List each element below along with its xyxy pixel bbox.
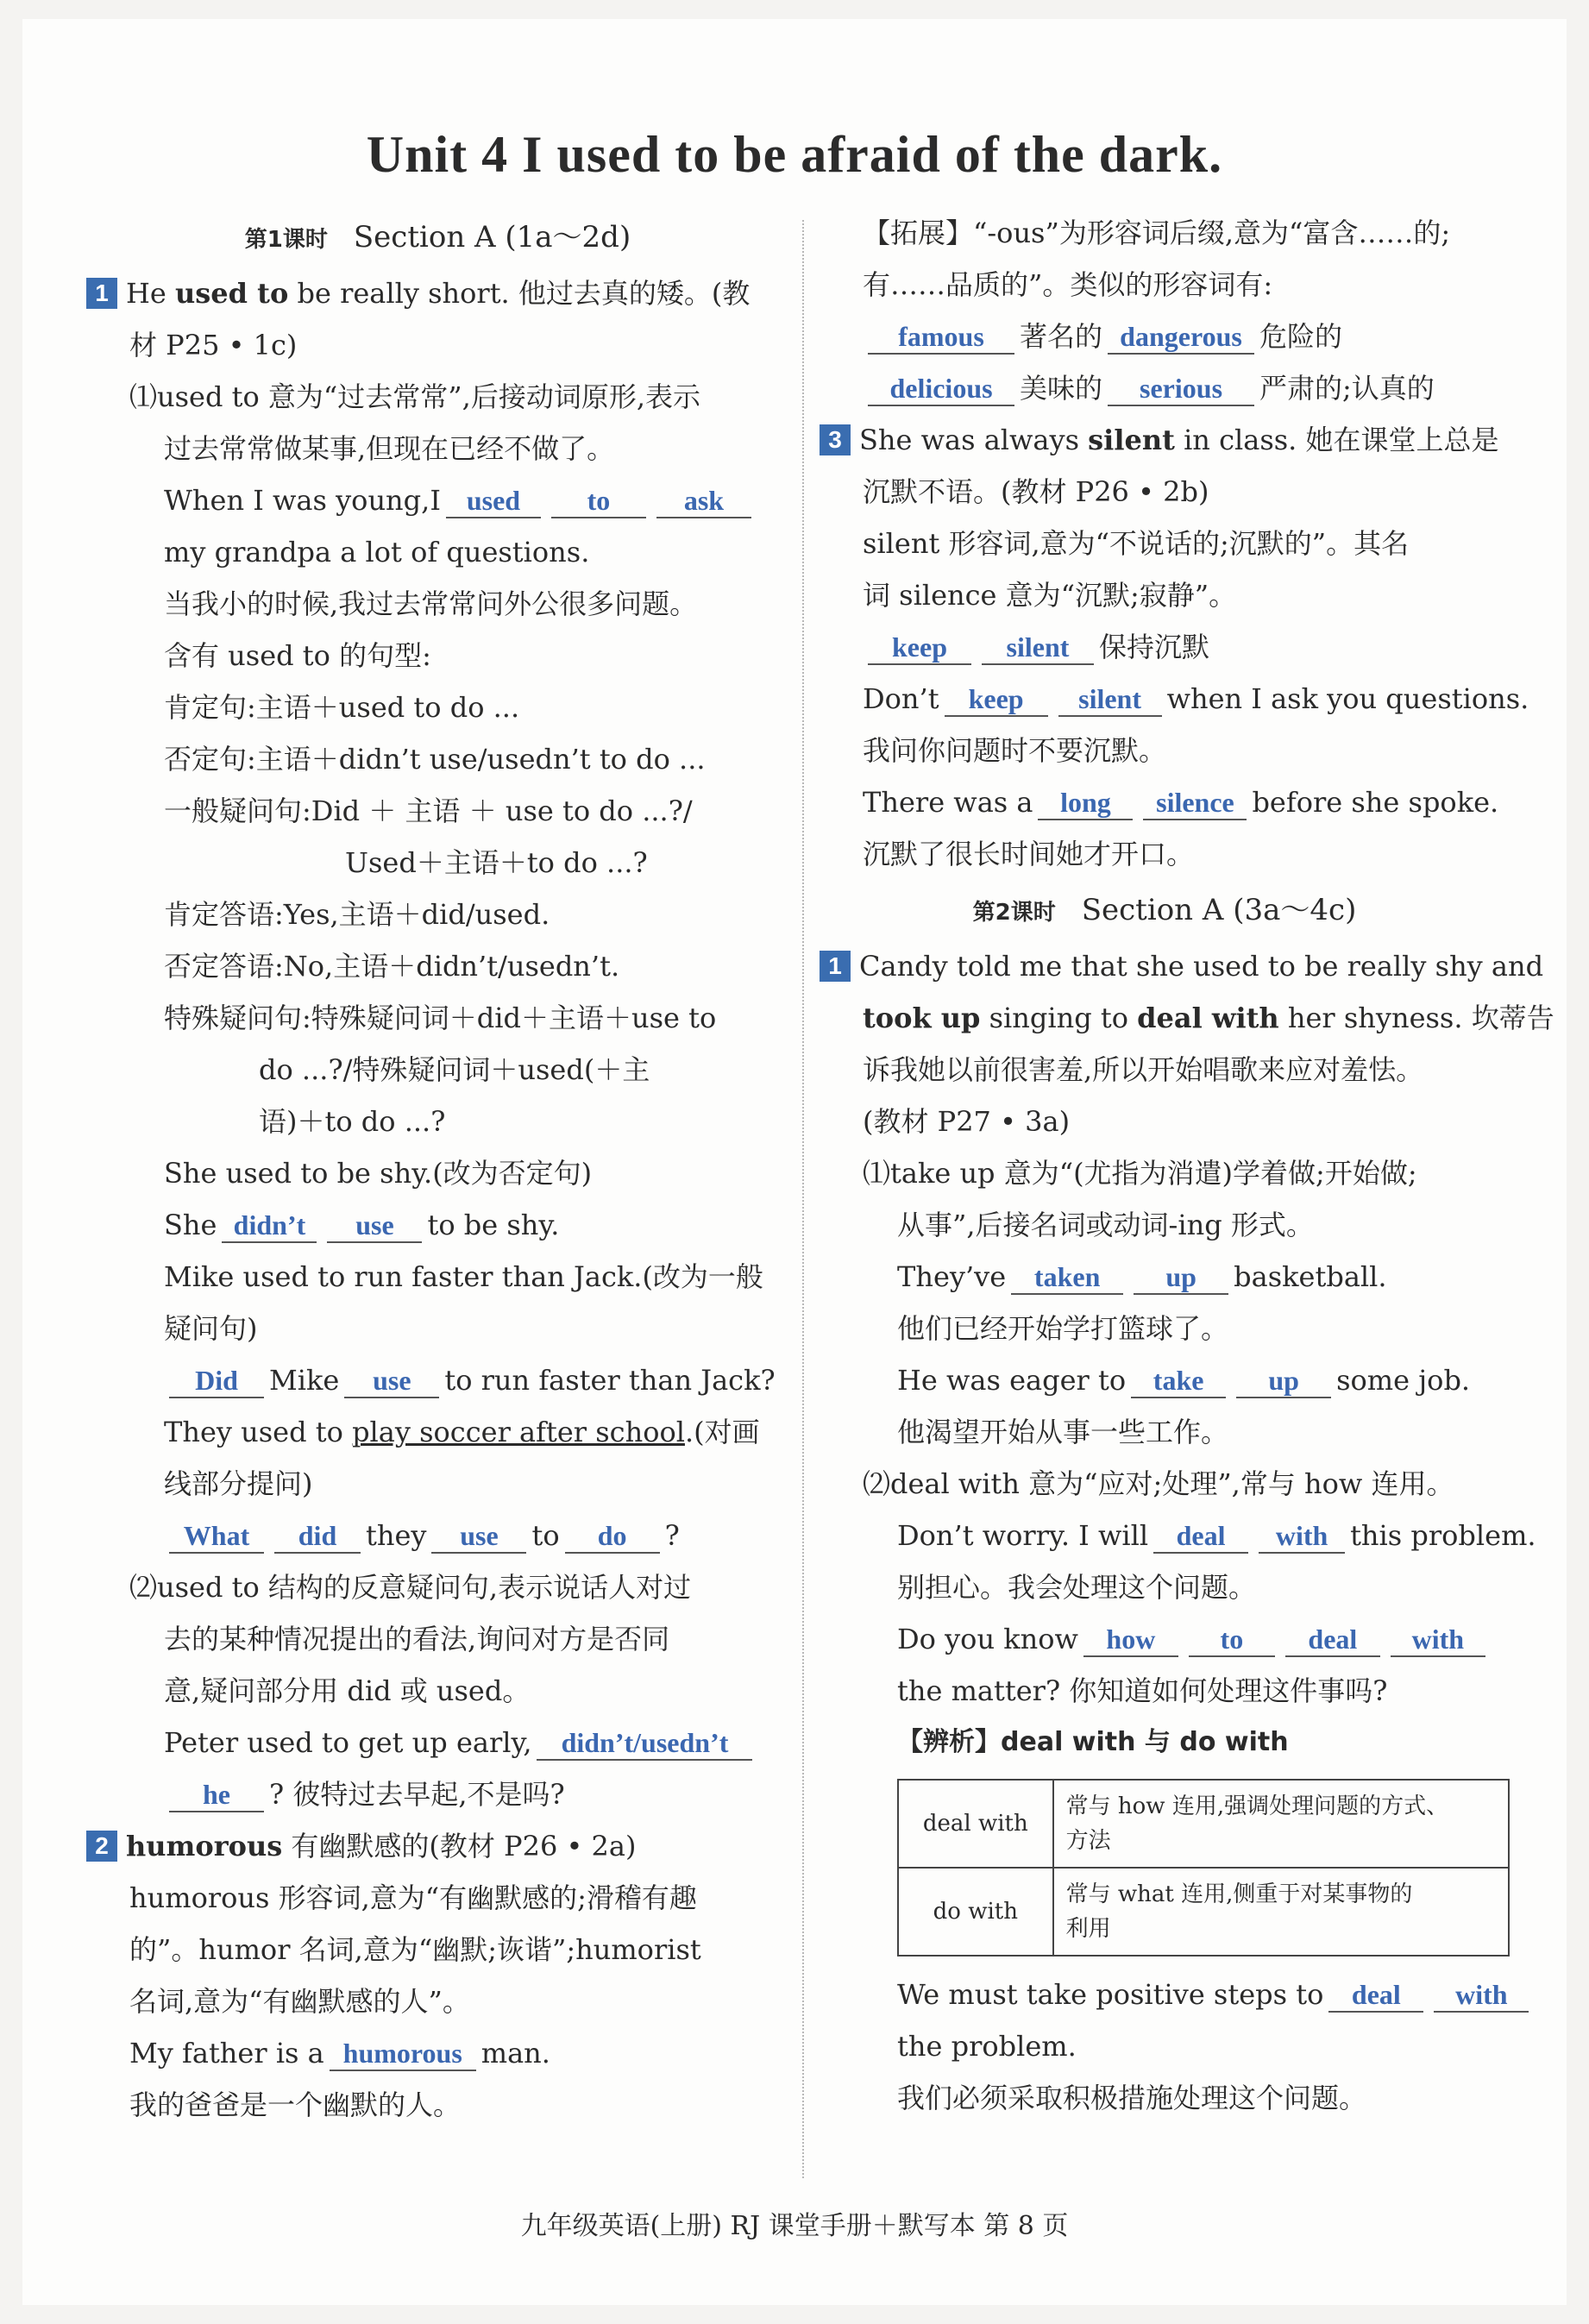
text: 的”。humor 名词,意为“幽默;诙谐”;humorist bbox=[129, 1933, 701, 1966]
text: (教材 P27 • 3a) bbox=[863, 1105, 1071, 1138]
text: before she spoke. bbox=[1252, 786, 1499, 819]
text: this problem. bbox=[1350, 1519, 1536, 1552]
text: the problem. bbox=[897, 2030, 1077, 2063]
text: 从事”,后接名词或动词-ing 形式。 bbox=[897, 1209, 1314, 1241]
answer-blank[interactable]: use bbox=[431, 1519, 526, 1554]
exercise-line bbox=[86, 1303, 789, 1354]
text: My father is a bbox=[129, 2037, 324, 2070]
text: to bbox=[531, 1519, 560, 1552]
exercise-line bbox=[86, 1458, 789, 1510]
answer-blank[interactable]: famous bbox=[868, 320, 1014, 355]
exercise-line bbox=[820, 621, 1510, 673]
item-number-badge: 1 bbox=[86, 278, 117, 309]
translation-line bbox=[820, 1561, 1510, 1613]
explanation-line bbox=[820, 569, 1510, 621]
item-line bbox=[820, 1096, 1510, 1147]
pattern-line bbox=[86, 785, 789, 837]
exercise-line bbox=[820, 1510, 1536, 1561]
right-column bbox=[820, 207, 1554, 2124]
text: 美味的 bbox=[1020, 372, 1103, 405]
translation-line bbox=[820, 1303, 1510, 1354]
exercise-line bbox=[820, 673, 1529, 725]
text: to run faster than Jack? bbox=[444, 1364, 776, 1397]
text: 利用 bbox=[1065, 1916, 1111, 1942]
text: in class. 她在课堂上总是 bbox=[1174, 424, 1499, 456]
explanation-line bbox=[86, 1872, 789, 1924]
answer-blank[interactable]: silent bbox=[982, 631, 1094, 665]
text: He was eager to bbox=[897, 1364, 1127, 1397]
exercise-line bbox=[820, 1251, 1510, 1303]
pattern-line bbox=[86, 837, 789, 889]
text: 意,疑问部分用 did 或 used。 bbox=[164, 1674, 531, 1707]
key-phrase: deal with bbox=[1137, 1002, 1279, 1034]
text: the matter? 你知道如何处理这件事吗? bbox=[897, 1674, 1388, 1707]
text: 沉默了很长时间她才开口。 bbox=[863, 838, 1195, 870]
answer-blank[interactable]: with bbox=[1434, 1978, 1529, 2013]
explanation-line bbox=[86, 1665, 789, 1717]
answer-blank[interactable]: ask bbox=[656, 484, 751, 518]
text: When I was young,I bbox=[164, 484, 441, 517]
table-cell-usage bbox=[1053, 1868, 1509, 1956]
answer-blank[interactable]: didn’t bbox=[222, 1209, 317, 1243]
key-phrase: took up bbox=[863, 1002, 981, 1034]
table-cell-usage bbox=[1053, 1780, 1509, 1868]
text: basketball. bbox=[1234, 1260, 1387, 1293]
text: Mike used to run faster than Jack.(改为一般 bbox=[164, 1260, 763, 1293]
lesson-label: 第2课时 bbox=[972, 900, 1056, 926]
text: 一般疑问句:Did ＋ 主语 ＋ use to do ...?/ bbox=[164, 795, 693, 827]
extension-line bbox=[820, 311, 1510, 362]
extension-line bbox=[820, 207, 1510, 259]
text: 有幽默感的(教材 P26 • 2a) bbox=[282, 1830, 637, 1862]
exercise-line bbox=[820, 1354, 1510, 1406]
explanation-line bbox=[86, 1613, 789, 1665]
exercise-line bbox=[86, 2027, 789, 2079]
answer-blank[interactable]: silence bbox=[1143, 786, 1247, 820]
answer-blank[interactable]: humorous bbox=[330, 2037, 476, 2071]
explanation-line bbox=[86, 371, 789, 423]
text: 【辨析】deal with 与 do with bbox=[897, 1727, 1289, 1757]
page-footer: 九年级英语(上册) RJ 课堂手册＋默写本 第 8 页 bbox=[520, 2211, 1069, 2241]
answer-blank[interactable]: didn’t/usedn’t bbox=[537, 1726, 752, 1761]
translation-line bbox=[820, 2072, 1510, 2124]
text: She was always bbox=[859, 424, 1089, 456]
text: her shyness. 坎蒂告 bbox=[1278, 1002, 1554, 1034]
text: She bbox=[164, 1209, 217, 1241]
pattern-line bbox=[86, 1044, 789, 1096]
text: when I ask you questions. bbox=[1166, 682, 1529, 715]
explanation-line bbox=[86, 423, 789, 474]
text: some job. bbox=[1336, 1364, 1471, 1397]
analysis-heading bbox=[820, 1717, 1510, 1768]
exercise-line bbox=[820, 1665, 1510, 1717]
item-line bbox=[820, 414, 1510, 466]
text: 有……品质的”。类似的形容词有: bbox=[863, 268, 1273, 301]
text: They used to bbox=[164, 1416, 353, 1448]
exercise-line bbox=[86, 1717, 789, 1768]
answer-blank[interactable]: with bbox=[1259, 1519, 1345, 1554]
answer-blank[interactable]: to bbox=[551, 484, 646, 518]
text: 严肃的;认真的 bbox=[1259, 372, 1435, 405]
section-title: Section A (3a～4c) bbox=[1081, 893, 1357, 927]
answer-blank[interactable]: did bbox=[274, 1519, 361, 1554]
answer-blank[interactable]: with bbox=[1391, 1623, 1485, 1657]
text: 疑问句) bbox=[164, 1312, 258, 1345]
table-cell-term: do with bbox=[898, 1868, 1053, 1956]
text: 常与 what 连用,侧重于对某事物的 bbox=[1065, 1881, 1413, 1907]
text: humorous 形容词,意为“有幽默感的;滑稽有趣 bbox=[129, 1881, 697, 1914]
left-column bbox=[86, 207, 789, 2131]
text: ⑵used to 结构的反意疑问句,表示说话人对过 bbox=[129, 1571, 692, 1604]
text: 我们必须采取积极措施处理这个问题。 bbox=[897, 2082, 1367, 2114]
text: 别担心。我会处理这个问题。 bbox=[897, 1571, 1257, 1604]
table-cell-term: deal with bbox=[898, 1780, 1053, 1868]
text: 我的爸爸是一个幽默的人。 bbox=[129, 2088, 462, 2121]
exercise-line bbox=[86, 1406, 789, 1458]
explanation-line bbox=[86, 1924, 789, 1975]
text: ? bbox=[664, 1519, 680, 1552]
item-line bbox=[86, 267, 789, 319]
answer-blank[interactable]: keep bbox=[868, 631, 971, 665]
text: 材 P25 • 1c) bbox=[129, 329, 298, 361]
text: singing to bbox=[980, 1002, 1138, 1034]
underlined-phrase: play soccer after school bbox=[352, 1416, 685, 1448]
text: 他渴望开始从事一些工作。 bbox=[897, 1416, 1229, 1448]
answer-blank[interactable]: What bbox=[169, 1519, 264, 1554]
text: silent 形容词,意为“不说话的;沉默的”。其名 bbox=[863, 527, 1410, 560]
text: Don’t bbox=[863, 682, 939, 715]
text: 沉默不语。(教材 P26 • 2b) bbox=[863, 475, 1209, 508]
text: 语)＋to do ...? bbox=[259, 1105, 446, 1138]
item-line bbox=[820, 992, 1554, 1044]
explanation-line bbox=[86, 1561, 789, 1613]
text: 肯定句:主语＋used to do ... bbox=[164, 691, 520, 724]
text: 名词,意为“有幽默感的人”。 bbox=[129, 1985, 470, 2018]
text: They’ve bbox=[897, 1260, 1007, 1293]
text: they bbox=[366, 1519, 427, 1552]
answer-blank[interactable]: do bbox=[565, 1519, 660, 1554]
pattern-line bbox=[86, 681, 789, 733]
text: 我问你问题时不要沉默。 bbox=[863, 734, 1167, 767]
comparison-table bbox=[897, 1779, 1510, 1957]
item-number-badge: 2 bbox=[86, 1831, 117, 1862]
answer-blank[interactable]: deal bbox=[1328, 1978, 1423, 2013]
text: .(对画 bbox=[684, 1416, 760, 1448]
text: Candy told me that she used to be really shy and bbox=[859, 950, 1544, 983]
answer-blank[interactable]: Did bbox=[169, 1364, 264, 1398]
pattern-line bbox=[86, 630, 789, 681]
text: Mike bbox=[269, 1364, 340, 1397]
text: ? 彼特过去早起,不是吗? bbox=[269, 1778, 565, 1811]
text: 诉我她以前很害羞,所以开始唱歌来应对羞怯。 bbox=[863, 1053, 1424, 1086]
exercise-line bbox=[820, 1613, 1510, 1665]
answer-blank[interactable]: used bbox=[446, 484, 541, 518]
answer-blank[interactable]: delicious bbox=[868, 372, 1014, 406]
text: 保持沉默 bbox=[1099, 631, 1210, 663]
exercise-line bbox=[820, 1969, 1510, 2020]
translation-line bbox=[820, 1406, 1510, 1458]
text: Do you know bbox=[897, 1623, 1078, 1655]
text: my grandpa a lot of questions. bbox=[164, 536, 590, 568]
key-phrase: humorous bbox=[126, 1830, 283, 1862]
text: 危险的 bbox=[1259, 320, 1343, 353]
answer-blank[interactable]: deal bbox=[1285, 1623, 1380, 1657]
exercise-line bbox=[86, 1510, 789, 1561]
translation-line bbox=[86, 2079, 789, 2131]
key-phrase: used to bbox=[175, 277, 289, 310]
answer-blank[interactable]: use bbox=[327, 1209, 422, 1243]
text: 去的某种情况提出的看法,询问对方是否同 bbox=[164, 1623, 670, 1655]
item-line bbox=[86, 1820, 789, 1872]
exercise-line bbox=[86, 1147, 789, 1199]
extension-line bbox=[820, 259, 1510, 311]
answer-blank[interactable]: he bbox=[169, 1778, 264, 1812]
text: 【拓展】“-ous”为形容词后缀,意为“富含……的; bbox=[863, 217, 1451, 249]
column-divider bbox=[802, 220, 804, 2178]
translation-line bbox=[820, 725, 1510, 776]
explanation-line bbox=[820, 1147, 1510, 1199]
text: ⑵deal with 意为“应对;处理”,常与 how 连用。 bbox=[863, 1467, 1454, 1500]
exercise-line bbox=[86, 1199, 789, 1251]
item-line bbox=[86, 319, 789, 371]
section-title: Section A (1a～2d) bbox=[353, 220, 631, 254]
section-heading bbox=[820, 880, 1510, 940]
explanation-line bbox=[820, 1458, 1510, 1510]
translation-line bbox=[86, 578, 789, 630]
answer-blank[interactable]: silent bbox=[1058, 682, 1162, 717]
answer-blank[interactable]: keep bbox=[945, 682, 1048, 717]
answer-blank[interactable]: up bbox=[1236, 1364, 1331, 1398]
example-line bbox=[86, 474, 789, 526]
text: He bbox=[126, 277, 176, 310]
text: ⑴take up 意为“(尤指为消遣)学着做;开始做; bbox=[863, 1157, 1417, 1190]
text: 否定答语:No,主语＋didn’t/usedn’t. bbox=[164, 950, 620, 983]
text: 否定句:主语＋didn’t use/usedn’t to do ... bbox=[164, 743, 706, 776]
answer-blank[interactable]: use bbox=[344, 1364, 439, 1398]
pattern-line bbox=[86, 889, 789, 940]
unit-title: Unit 4 I used to be afraid of the dark. bbox=[366, 126, 1223, 183]
text: be really short. 他过去真的矮。(教 bbox=[288, 277, 751, 310]
answer-blank[interactable]: how bbox=[1083, 1623, 1178, 1657]
text: 线部分提问) bbox=[164, 1467, 313, 1500]
text: 肯定答语:Yes,主语＋did/used. bbox=[164, 898, 550, 931]
text: There was a bbox=[863, 786, 1033, 819]
pattern-line bbox=[86, 1096, 789, 1147]
extension-line bbox=[820, 362, 1510, 414]
pattern-line bbox=[86, 733, 789, 785]
text: 词 silence 意为“沉默;寂静”。 bbox=[863, 579, 1237, 612]
text: to be shy. bbox=[427, 1209, 560, 1241]
text: 常与 how 连用,强调处理问题的方式、 bbox=[1065, 1793, 1449, 1819]
table-row bbox=[898, 1868, 1509, 1956]
text: ⑴used to 意为“过去常常”,后接动词原形,表示 bbox=[129, 380, 700, 413]
text: man. bbox=[480, 2037, 550, 2070]
item-line bbox=[820, 466, 1510, 518]
text: Used＋主语＋to do ...? bbox=[345, 846, 648, 879]
exercise-line bbox=[820, 2020, 1510, 2072]
item-line bbox=[820, 940, 1544, 992]
text: 方法 bbox=[1065, 1828, 1111, 1854]
text: Peter used to get up early, bbox=[164, 1726, 532, 1759]
key-phrase: silent bbox=[1088, 424, 1175, 456]
explanation-line bbox=[820, 518, 1510, 569]
answer-blank[interactable]: serious bbox=[1108, 372, 1254, 406]
text: 特殊疑问句:特殊疑问词＋did＋主语＋use to bbox=[164, 1002, 717, 1034]
text: 过去常常做某事,但现在已经不做了。 bbox=[164, 432, 615, 465]
text: She used to be shy.(改为否定句) bbox=[164, 1157, 593, 1190]
text: 含有 used to 的句型: bbox=[164, 639, 431, 672]
item-line bbox=[820, 1044, 1510, 1096]
text: Don’t worry. I will bbox=[897, 1519, 1149, 1552]
text: We must take positive steps to bbox=[897, 1978, 1324, 2011]
exercise-line bbox=[86, 1251, 789, 1303]
explanation-line bbox=[86, 1975, 789, 2027]
text: 他们已经开始学打篮球了。 bbox=[897, 1312, 1229, 1345]
item-number-badge: 1 bbox=[820, 951, 851, 982]
answer-blank[interactable]: up bbox=[1134, 1260, 1228, 1295]
translation-line bbox=[820, 828, 1510, 880]
answer-blank[interactable]: take bbox=[1131, 1364, 1226, 1398]
text: do ...?/特殊疑问词＋used(＋主 bbox=[259, 1053, 650, 1086]
table-row bbox=[898, 1780, 1509, 1868]
pattern-line bbox=[86, 940, 789, 992]
exercise-line bbox=[820, 776, 1510, 828]
item-number-badge: 3 bbox=[820, 424, 851, 455]
section-heading bbox=[86, 207, 789, 267]
answer-blank[interactable]: dangerous bbox=[1108, 320, 1254, 355]
exercise-line bbox=[86, 1354, 789, 1406]
lesson-label: 第1课时 bbox=[244, 227, 328, 253]
exercise-line bbox=[86, 1768, 789, 1820]
answer-blank[interactable]: taken bbox=[1011, 1260, 1123, 1295]
answer-blank[interactable]: to bbox=[1189, 1623, 1275, 1657]
answer-blank[interactable]: deal bbox=[1153, 1519, 1248, 1554]
explanation-line bbox=[820, 1199, 1510, 1251]
example-line bbox=[86, 526, 789, 578]
text: 当我小的时候,我过去常常问外公很多问题。 bbox=[164, 587, 698, 620]
pattern-line bbox=[86, 992, 789, 1044]
text: 著名的 bbox=[1020, 320, 1103, 353]
answer-blank[interactable]: long bbox=[1038, 786, 1133, 820]
